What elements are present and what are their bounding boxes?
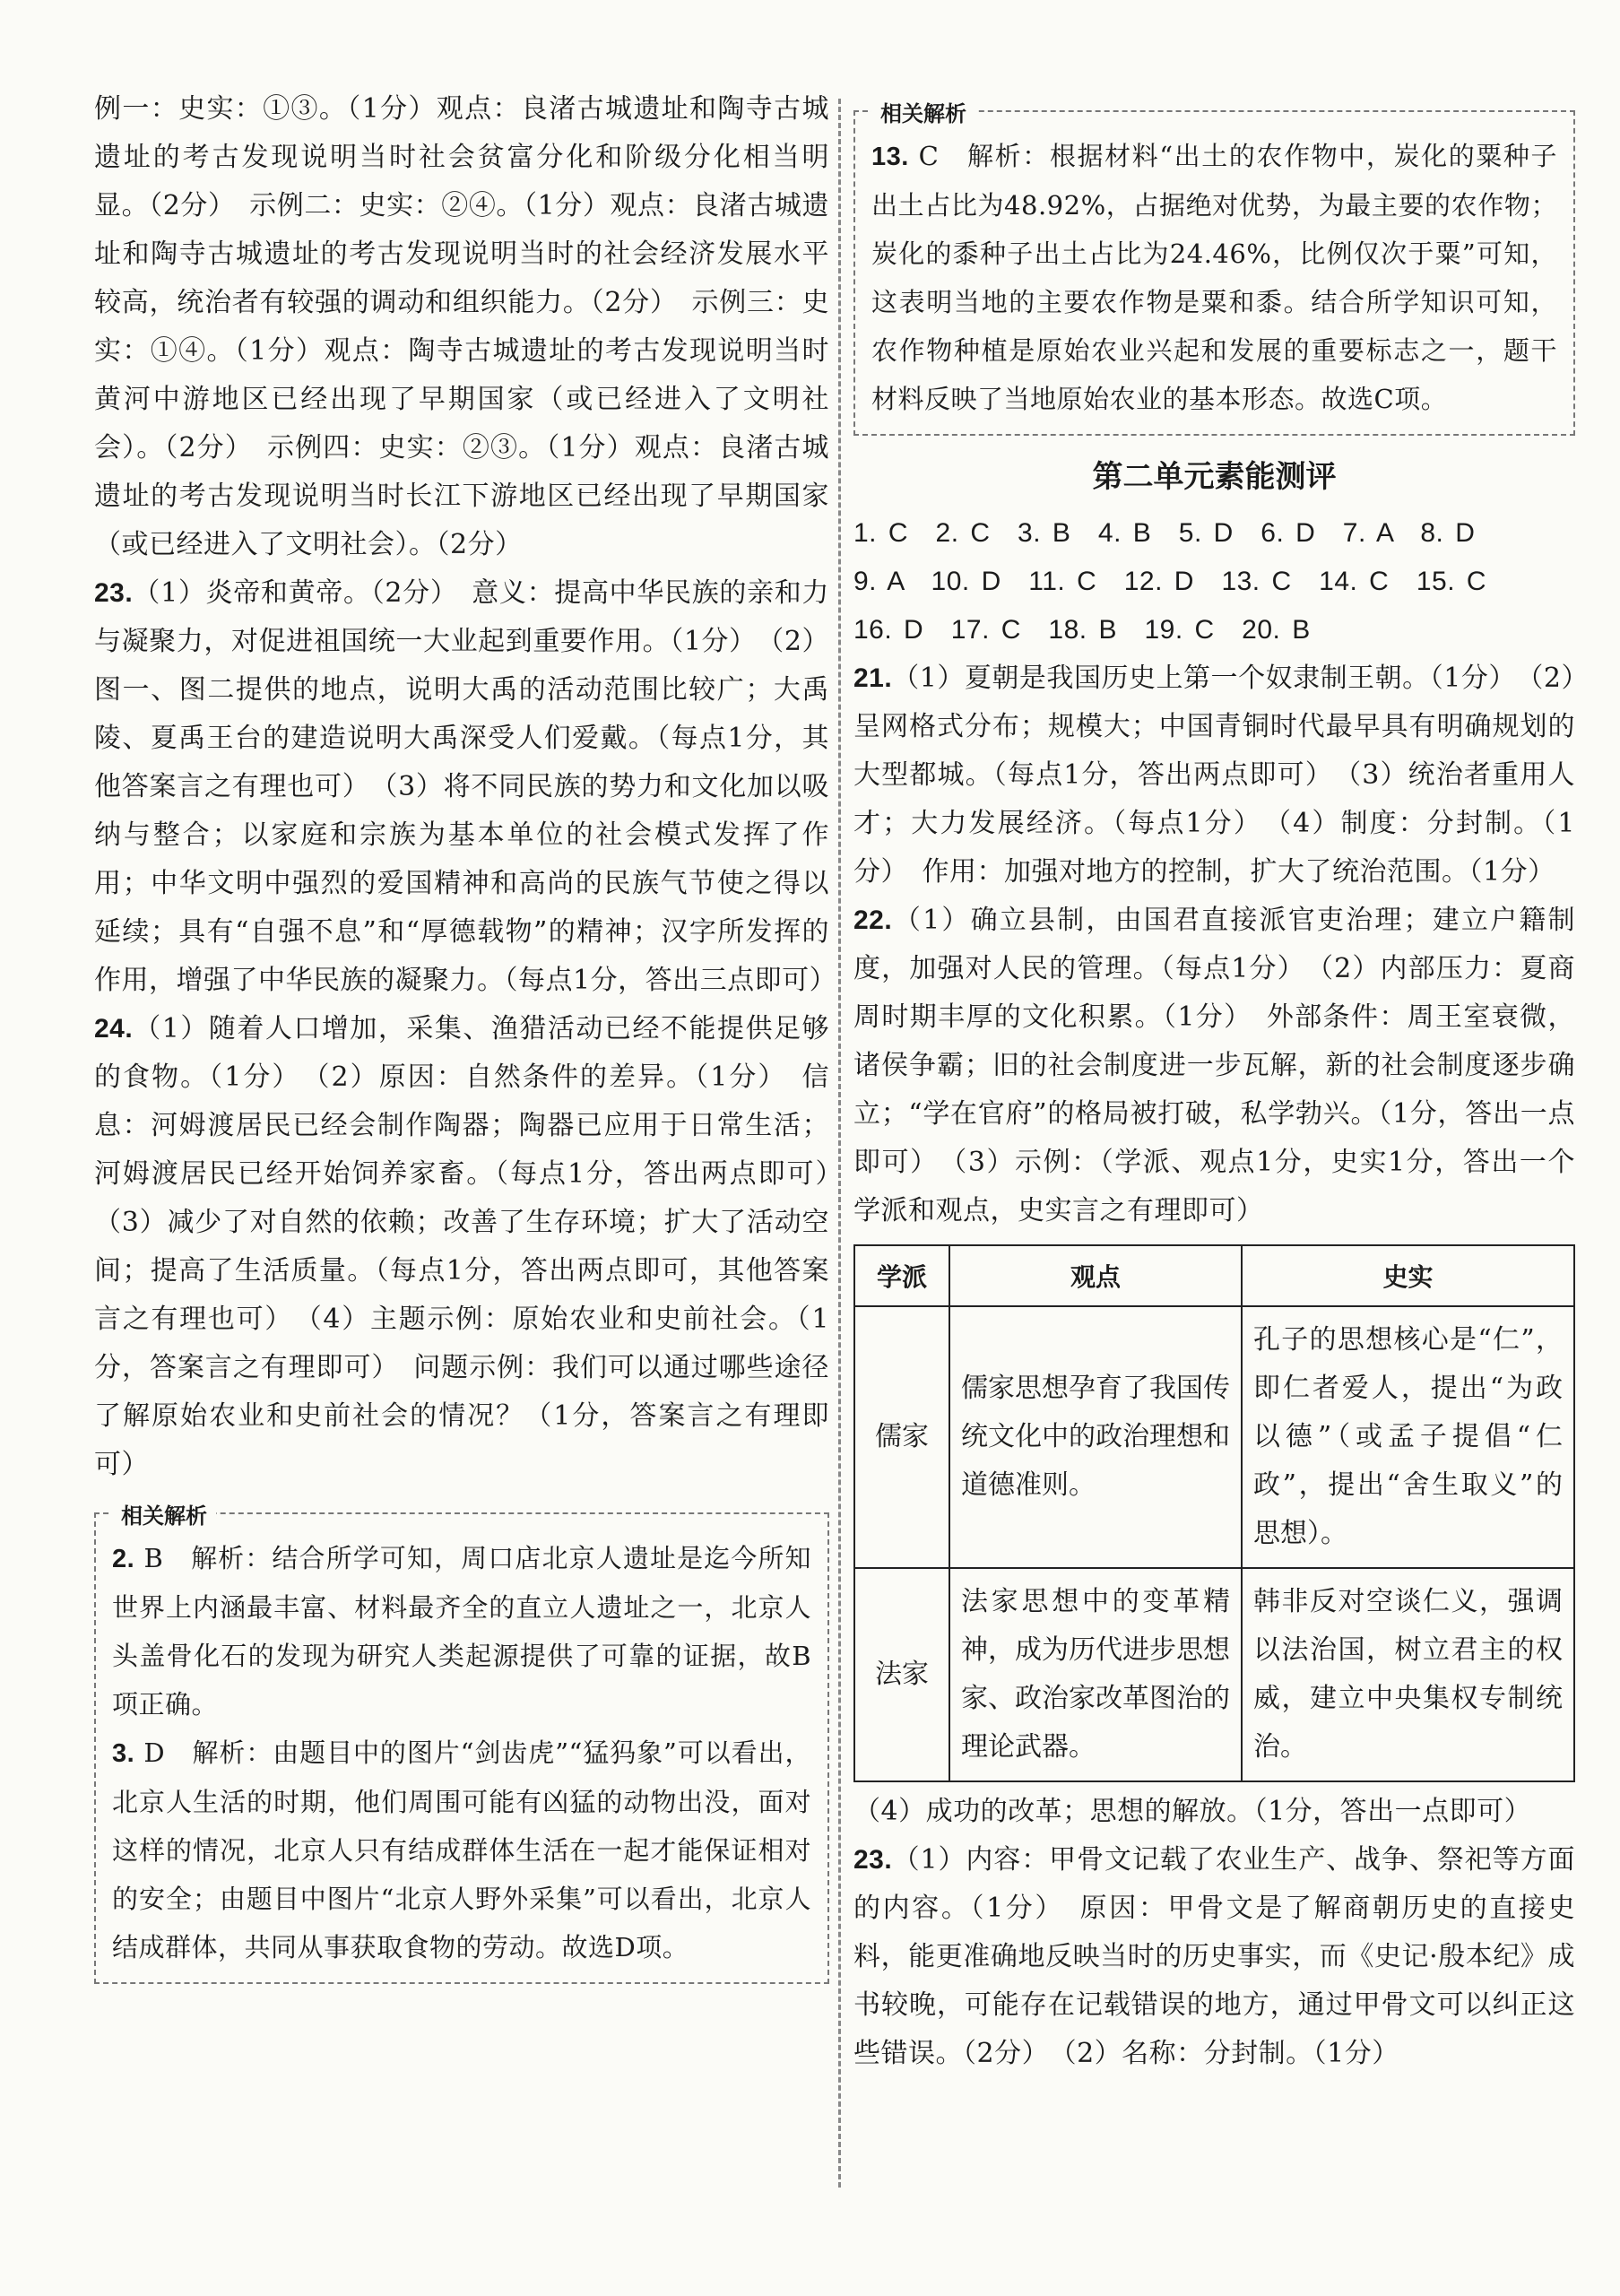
answer-text: （1）确立县制，由国君直接派官吏治理；建立户籍制度，加强对人民的管理。（每点1分） （2）内部压力：夏商周时期丰厚的文化积累。（1分） 外部条件：周王室衰微，诸侯争霸；旧的社会制度进一步瓦解，新的社会制度逐步确立；“学在官府”的格局被打破，私学勃兴。（1分，答出一点即可） （3）示例：（学派、观点1分，史实1分，答出一个学派和观点，史实言之有理即可） xyxy=(853,905,1575,1226)
choice-answers xyxy=(853,509,1575,654)
answer-21 xyxy=(853,654,1575,897)
answer-23-right xyxy=(853,1836,1575,2078)
answer-line: 16. D 17. C 18. B 19. C 20. B xyxy=(853,615,1311,645)
cell-view: 法家思想中的变革精神，成为历代进步思想家、政治家改革图治的理论武器。 xyxy=(949,1568,1242,1781)
table-row xyxy=(854,1306,1574,1568)
answer-22-part4: （4）成功的改革；思想的解放。（1分，答出一点即可） xyxy=(853,1796,1532,1827)
cell-school: 儒家 xyxy=(854,1306,949,1568)
analysis-text: D 解析：由题目中的图片“剑齿虎”“猛犸象”可以看出，北京人生活的时期，他们周围可能有凶猛的动物出没，面对这样的情况，北京人只有结成群体生活在一起才能保证相对的安全；由题目中图片“北京人野外采集”可以看出，北京人结成群体，共同从事获取食物的劳动。故选D项。 xyxy=(112,1737,812,1962)
cell-school: 法家 xyxy=(854,1568,949,1781)
question-number: 2. xyxy=(112,1545,135,1573)
cell-fact: 韩非反对空谈仁义，强调以法治国，树立君主的权威，建立中央集权专制统治。 xyxy=(1242,1568,1574,1781)
analysis-3 xyxy=(112,1728,811,1971)
right-column xyxy=(853,85,1575,2078)
analysis-13 xyxy=(871,132,1557,423)
answer-24 xyxy=(94,1005,857,1489)
question-number: 24. xyxy=(94,1014,134,1044)
table-header-row xyxy=(854,1245,1574,1306)
cell-view: 儒家思想孕育了我国传统文化中的政治理想和道德准则。 xyxy=(949,1306,1242,1568)
question-number: 3. xyxy=(112,1739,135,1768)
box-label: 相关解析 xyxy=(871,96,975,127)
header-fact: 史实 xyxy=(1242,1245,1574,1306)
related-analysis-box xyxy=(853,102,1575,436)
answer-22 xyxy=(853,897,1575,1235)
answer-23 xyxy=(94,569,837,1005)
column-divider xyxy=(838,99,841,2188)
answer-line: 9. A 10. D 11. C 12. D 13. C 14. C 15. C xyxy=(853,567,1487,596)
q22-continuation: 例一：史实：①③。（1分）观点：良渚古城遗址和陶寺古城遗址的考古发现说明当时社会贫富分化和阶级分化相当明显。（2分） 示例二：史实：②④。（1分）观点：良渚古城遗址和陶寺古城遗址的考古发现说明当时的社会经济发展水平较高，统治者有较强的调动和组织能力。（2分） 示例三：史实：①④。（1分）观点：陶寺古城遗址的考古发现说明当时黄河中游地区已经出现了早期国家（或已经进入了文明社会）。（2分） 示例四：史实：②③。（1分）观点：良渚古城遗址的考古发现说明当时长江下游地区已经出现了早期国家（或已经进入了文明社会）。（2分） xyxy=(94,93,829,560)
cell-fact: 孔子的思想核心是“仁”，即仁者爱人，提出“为政以德”（或孟子提倡“仁政”，提出“舍生取义”的思想）。 xyxy=(1242,1306,1574,1568)
question-number: 23. xyxy=(94,578,134,608)
question-number: 21. xyxy=(853,663,893,693)
analysis-text: C 解析：根据材料“出土的农作物中，炭化的粟种子出土占比为48.92%，占据绝对优势，为最主要的农作物；炭化的黍种子出土占比为24.46%，比例仅次于粟”可知，这表明当地的主要农作物是粟和黍。结合所学知识可知，农作物种植是原始农业兴起和发展的重要标志之一，题干材料反映了当地原始农业的基本形态。故选C项。 xyxy=(871,141,1558,414)
box-label: 相关解析 xyxy=(112,1498,216,1529)
question-number: 22. xyxy=(853,905,893,935)
answer-text: （1）内容：甲骨文记载了农业生产、战争、祭祀等方面的内容。（1分） 原因：甲骨文是了解商朝历史的直接史料，能更准确地反映当时的历史事实，而《史记·殷本纪》成书较晚，可能存在记载错误的地方，通过甲骨文可以纠正这些错误。（2分） （2）名称：分封制。（1分） xyxy=(853,1844,1575,2069)
analysis-2 xyxy=(112,1534,811,1728)
answer-text: （1）随着人口增加，采集、渔猎活动已经不能提供足够的食物。（1分） （2）原因：自然条件的差异。（1分） 信息：河姆渡居民已经会制作陶器；陶器已应用于日常生活；河姆渡居民已经开始饲养家畜。（每点1分，答出两点即可） （3）减少了对自然的依赖；改善了生存环境；扩大了活动空间；提高了生活质量。（每点1分，答出两点即可，其他答案言之有理也可） （4）主题示例：原始农业和史前社会。（1分，答案言之有理即可） 问题示例：我们可以通过哪些途径了解原始农业和史前社会的情况？（1分，答案言之有理即可） xyxy=(94,1013,857,1480)
question-number: 13. xyxy=(871,143,909,171)
question-number: 23. xyxy=(853,1845,893,1875)
header-view: 观点 xyxy=(949,1245,1242,1306)
table-row xyxy=(854,1568,1574,1781)
schools-table xyxy=(853,1244,1575,1782)
section-title: 第二单元素能测评 xyxy=(1092,459,1337,495)
header-school: 学派 xyxy=(854,1245,949,1306)
answer-line: 1. C 2. C 3. B 4. B 5. D 6. D 7. A 8. D xyxy=(853,518,1476,548)
analysis-text: B 解析：结合所学可知，周口店北京人遗址是迄今所知世界上内涵最丰富、材料最齐全的直立人遗址之一，北京人头盖骨化石的发现为研究人类起源提供了可靠的证据，故B项正确。 xyxy=(112,1543,812,1720)
left-column xyxy=(94,85,857,1984)
related-analysis-box xyxy=(94,1504,829,1984)
answer-text: （1）炎帝和黄帝。（2分） 意义：提高中华民族的亲和力与凝聚力，对促进祖国统一大业起到重要作用。（1分） （2）图一、图二提供的地点，说明大禹的活动范围比较广；大禹陵、夏禹王台的建造说明大禹深受人们爱戴。（每点1分，其他答案言之有理也可） （3）将不同民族的势力和文化加以吸纳与整合；以家庭和宗族为基本单位的社会模式发挥了作用；中华文明中强烈的爱国精神和高尚的民族气节使之得以延续；具有“自强不息”和“厚德载物”的精神；汉字所发挥的作用，增强了中华民族的凝聚力。（每点1分，答出三点即可） xyxy=(94,577,837,996)
answer-text: （1）夏朝是我国历史上第一个奴隶制王朝。（1分） （2）呈网格式分布；规模大；中国青铜时代最早具有明确规划的大型都城。（每点1分，答出两点即可） （3）统治者重用人才；大力发展经济。（每点1分） （4）制度：分封制。（1分） 作用：加强对地方的控制，扩大了统治范围。（1分） xyxy=(853,663,1575,888)
